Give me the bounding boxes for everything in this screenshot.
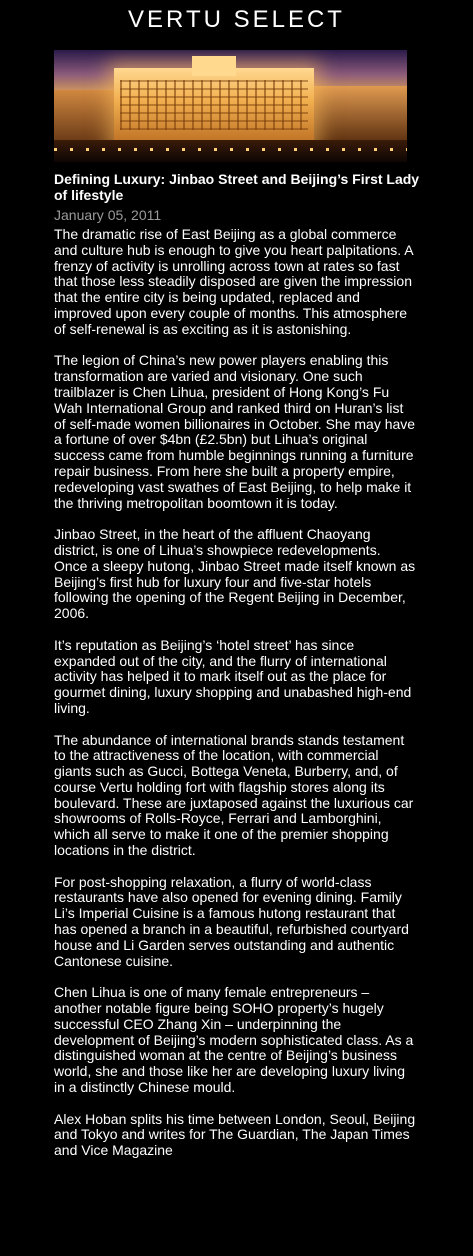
hero-hotel-building [114,68,314,148]
hero-street [54,140,407,162]
article-paragraph: Chen Lihua is one of many female entrepreneurs – another notable figure being SOHO property’s hugely successful CEO Zhang Xin – underpinning the development of Beijing’s modern sophisticated class. As a distinguished woman at the centre of Beijing’s business world, she and those like her are developing luxury living in a distinctly Chinese mould. [54,984,414,1096]
article-author-bio: Alex Hoban splits his time between London, Seoul, Beijing and Tokyo and writes for The Guardian, The Japan Times and Vice Magazine [54,1110,416,1159]
article-paragraph: Jinbao Street, in the heart of the affluent Chaoyang district, is one of Lihua’s showpiece redevelopments. Once a sleepy hutong, Jinbao Street made itself known as Beijing’s first hub for luxury four and five-star hotels following the opening of the Regent Beijing in December, 2006. [54,526,416,622]
article-body [54,227,416,1175]
hero-hotel-windows [120,80,308,130]
hero-image [54,50,407,162]
article-paragraph: It’s reputation as Beijing’s ‘hotel street’ has since expanded out of the city, and the flurry of international activity has helped it to mark itself out as the place for gourmet dining, luxury shopping and unabashed high-end living. [54,636,412,716]
brand-logo: VERTU SELECT [128,6,345,33]
article-paragraph: The legion of China’s new power players enabling this transformation are varied and visionary. One such trailblazer is Chen Lihua, president of Hong Kong’s Fu Wah International Group and ranked third on Huran’s list of self-made women billionaires in October. She may have a fortune of over $4bn (£2.5bn) but Lihua’s original success came from humble beginnings running a furniture repair business. From here she built a property empire, redeveloping vast swathes of East Beijing, to help make it the thriving metropolitan boomtown it is today. [54,352,416,511]
hero-street-lights [54,148,407,151]
article-paragraph: The abundance of international brands stands testament to the attractiveness of the location, with commercial giants such as Gucci, Bottega Veneta, Burberry, and, of course Vertu holding fort with flagship stores along its boulevard. These are juxtaposed against the luxurious car showrooms of Rolls-Royce, Ferrari and Lamborghini, which all serve to make it one of the premier shopping locations in the district. [54,731,414,859]
article-title: Defining Luxury: Jinbao Street and Beijing’s First Lady of lifestyle [54,171,420,203]
article-paragraph: For post-shopping relaxation, a flurry of world-class restaurants have also opened for evening dining. Family Li’s Imperial Cuisine is a famous hutong restaurant that has opened a branch in a beautiful, refurbished courtyard house and Li Garden serves outstanding and authentic Cantonese cuisine. [54,873,409,969]
article-paragraph: The dramatic rise of East Beijing as a global commerce and culture hub is enough to give you heart palpitations. A frenzy of activity is unrolling across town at rates so fast that those less steadily disposed are given the impression that the entire city is being updated, replaced and improved upon every couple of months. This atmosphere of self-renewal is as exciting as it is astonishing. [54,226,413,337]
hero-hotel-tower [192,56,236,76]
article-date: January 05, 2011 [54,207,162,223]
